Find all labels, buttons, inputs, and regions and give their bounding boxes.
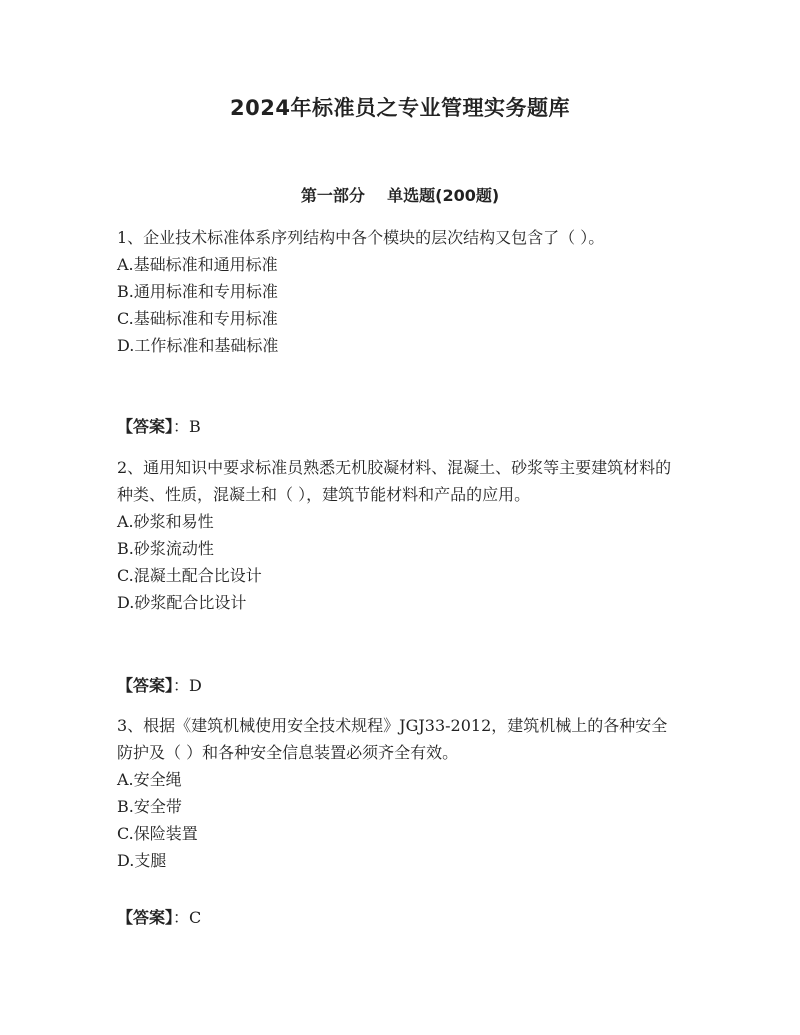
section-heading: 第一部分 单选题(200题) <box>300 186 500 205</box>
answer-label: 【答案】 <box>117 417 174 436</box>
answer-value: B <box>189 417 201 436</box>
answer-line <box>117 672 202 699</box>
document-title: 2024年标准员之专业管理实务题库 <box>230 96 570 120</box>
option-c: C.混凝土配合比设计 <box>117 566 262 585</box>
option-a: A.基础标准和通用标准 <box>117 255 278 274</box>
option-c: C.基础标准和专用标准 <box>117 309 278 328</box>
option-c: C.保险装置 <box>117 824 198 843</box>
question-block <box>117 224 683 359</box>
option-b: B.通用标准和专用标准 <box>117 282 278 301</box>
option-d: D.工作标准和基础标准 <box>117 336 279 355</box>
answer-line <box>117 904 201 931</box>
answer-separator: ： <box>173 908 190 927</box>
option-b: B.砂浆流动性 <box>117 539 214 558</box>
answer-line <box>117 413 201 440</box>
option-a: A.安全绳 <box>117 770 182 789</box>
question-stem: 1、企业技术标准体系序列结构中各个模块的层次结构又包含了（ ）。 <box>117 228 605 247</box>
option-d: D.支腿 <box>117 851 167 870</box>
answer-label: 【答案】 <box>117 908 174 927</box>
question-block <box>117 712 683 874</box>
answer-value: C <box>189 908 202 927</box>
option-d: D.砂浆配合比设计 <box>117 593 247 612</box>
question-stem: 3、根据《建筑机械使用安全技术规程》JGJ33-2012，建筑机械上的各种安全防护及（ ）和各种安全信息装置必须齐全有效。 <box>117 716 668 762</box>
option-b: B.安全带 <box>117 797 182 816</box>
option-a: A.砂浆和易性 <box>117 512 214 531</box>
question-stem: 2、通用知识中要求标准员熟悉无机胶凝材料、混凝土、砂浆等主要建筑材料的种类、性质，混凝土和（ ），建筑节能材料和产品的应用。 <box>117 458 672 504</box>
answer-value: D <box>189 676 202 695</box>
question-block <box>117 454 683 616</box>
answer-separator: ： <box>173 417 190 436</box>
answer-label: 【答案】 <box>117 676 174 695</box>
answer-separator: ： <box>173 676 190 695</box>
